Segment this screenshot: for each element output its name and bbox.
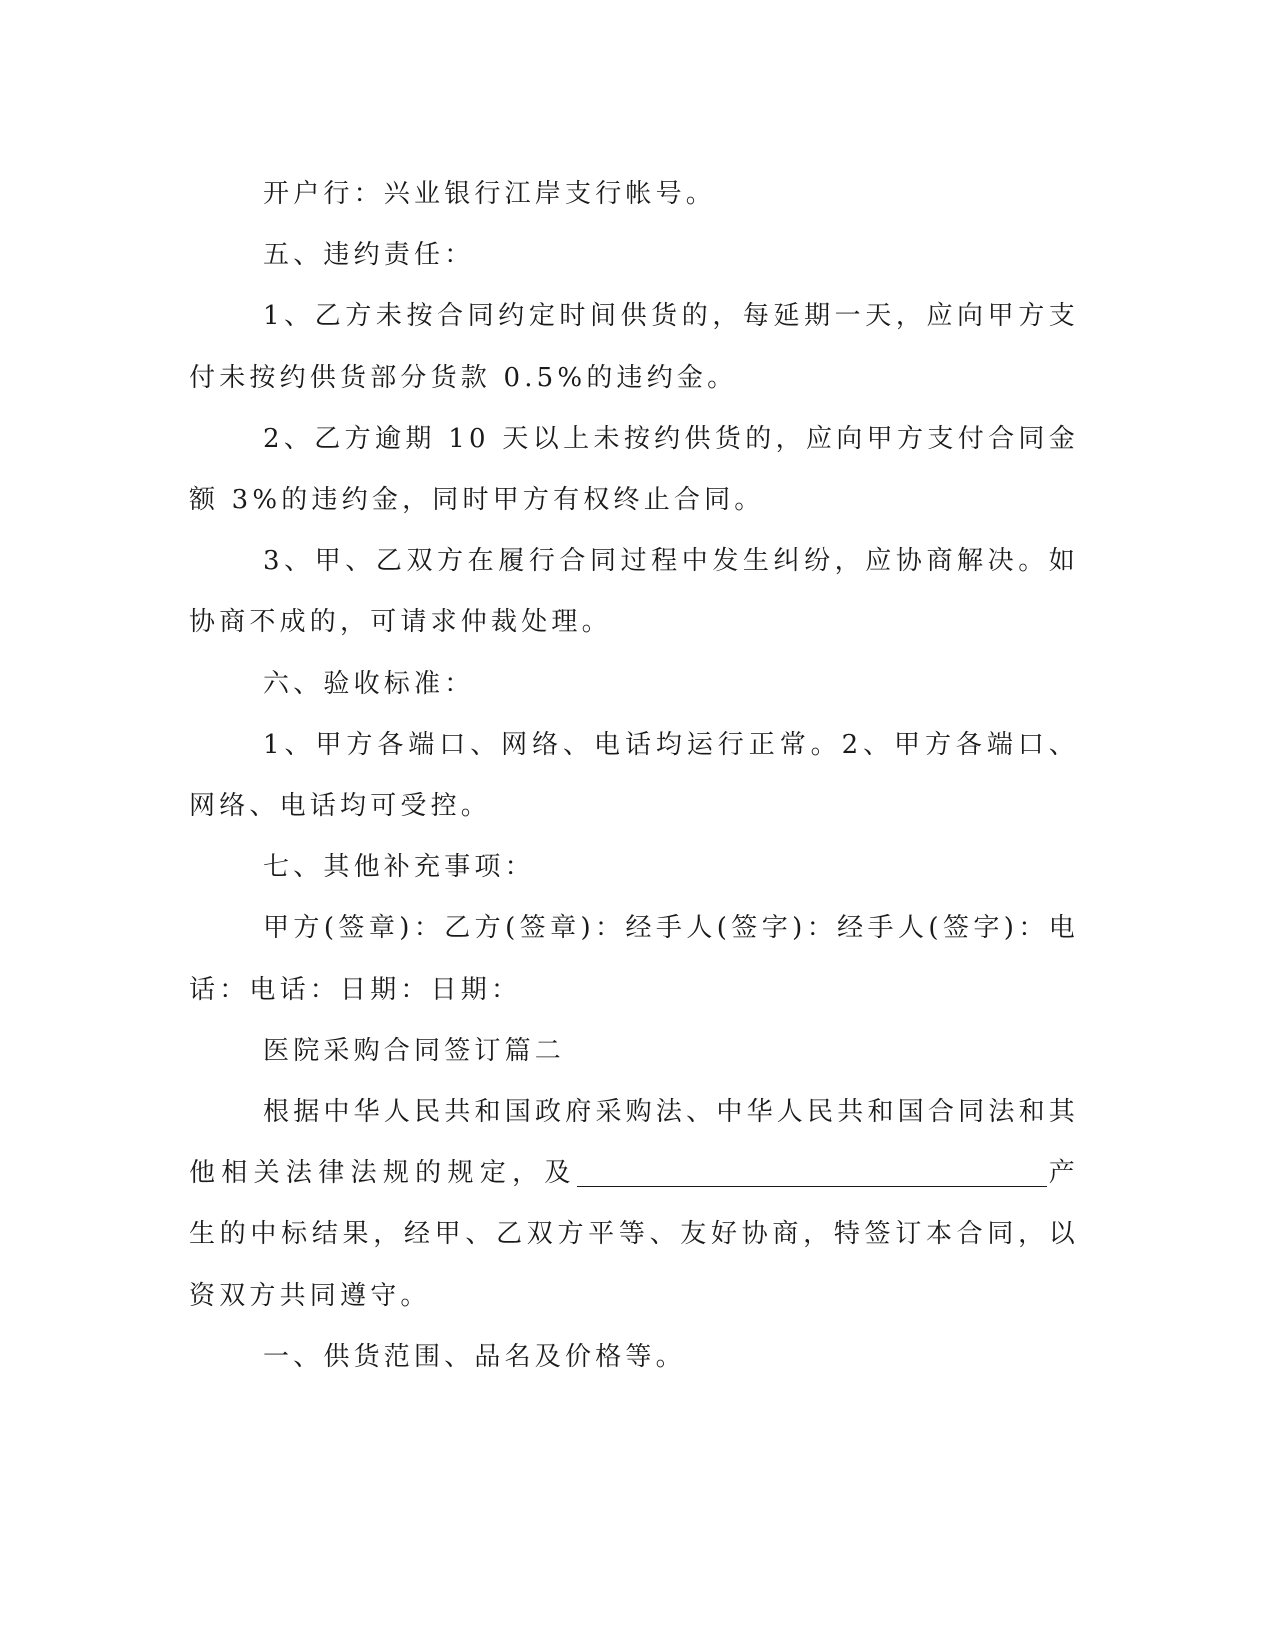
intro-text-part-1: 根据中华人民共和国政府采购法、中华人民共和国合同法和其他相关法律法规的规定，及 [189,1097,1079,1189]
part-two-heading: 医院采购合同签订篇二 [263,1035,566,1066]
clause-overdue-termination: 2、乙方逾期 10 天以上未按约供货的，应向甲方支付合同金额 3%的违约金，同时甲方有权终止合同。 [189,423,1079,516]
section-supply-scope-title: 一、供货范围、品名及价格等。 [263,1341,686,1372]
signature-block: 甲方(签章)：乙方(签章)：经手人(签字)：经手人(签字)：电话：电话：日期：日期： [189,913,1079,1005]
section-supplementary-title: 七、其他补充事项： [263,852,535,883]
fill-in-blank-line [577,1160,1047,1187]
section-acceptance-standard-title: 六、验收标准： [263,668,475,699]
clause-dispute-resolution: 3、甲、乙双方在履行合同过程中发生纠纷，应协商解决。如协商不成的，可请求仲裁处理。 [189,546,1079,638]
document-body [189,164,1079,1388]
intro-text-part-2: 产生的中标结果，经甲、乙双方平等、友好协商，特签订本合同，以资双方共同遵守。 [189,1158,1079,1311]
contract-intro-paragraph [189,1082,1079,1327]
clause-late-delivery: 1、乙方未按合同约定时间供货的，每延期一天，应向甲方支付未按约供货部分货款 0.5%的违约金。 [189,301,1079,393]
clause-acceptance-items: 1、甲方各端口、网络、电话均运行正常。2、甲方各端口、网络、电话均可受控。 [189,729,1079,822]
section-breach-liability-title: 五、违约责任： [263,240,475,271]
bank-account-line: 开户行：兴业银行江岸支行帐号。 [263,179,717,209]
